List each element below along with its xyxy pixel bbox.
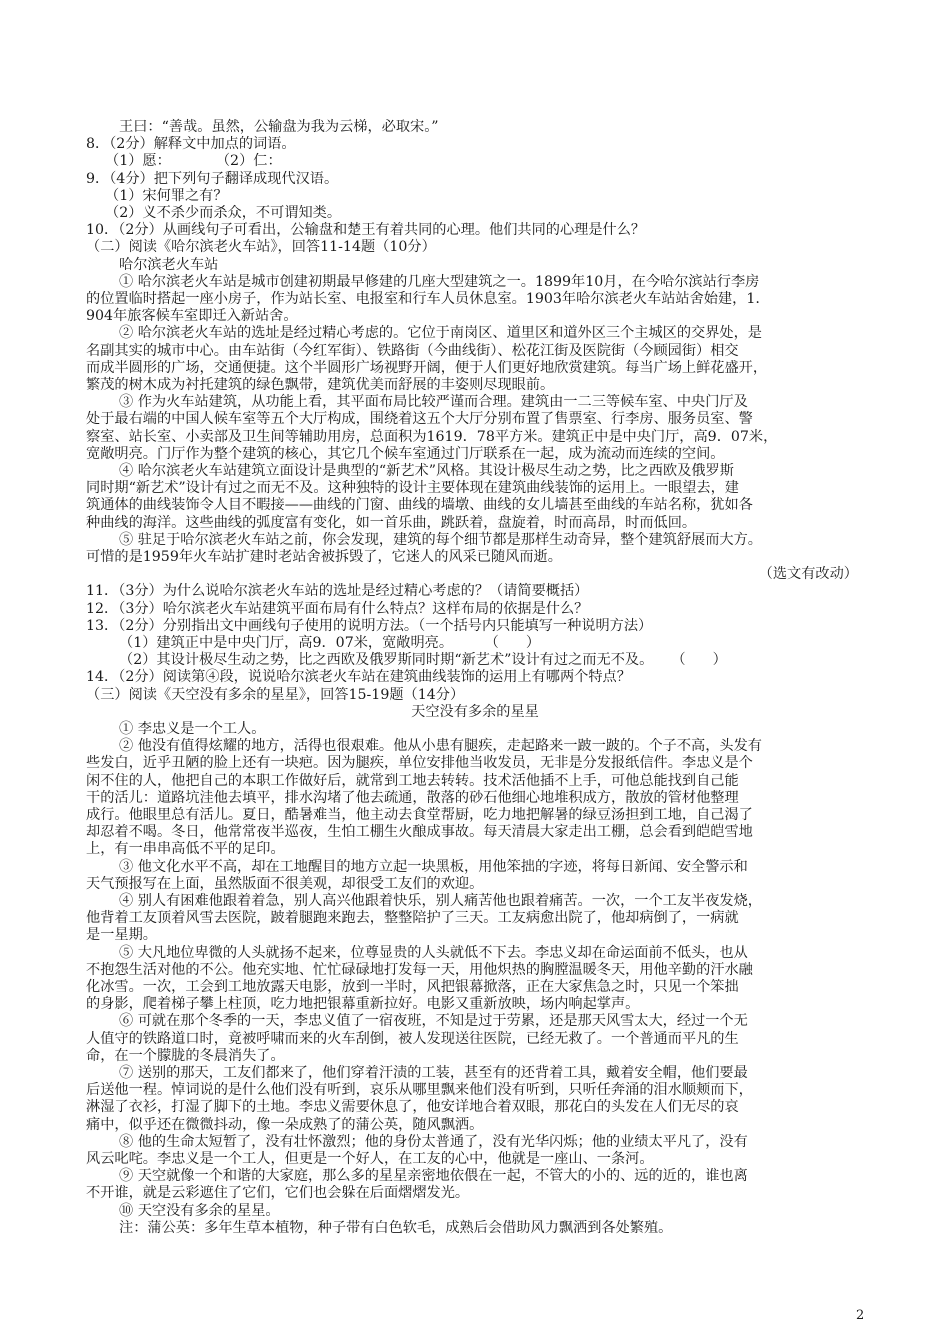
text-line: （2）义不杀少而杀众，不可谓知类。 (105, 205, 342, 221)
text-line: 化冰雪。一次，工会到工地放露天电影，放到一半时，风把银幕掀落，正在大家焦急之时，只见一个笨拙 (86, 979, 739, 995)
text-line: 12．（3分）哈尔滨老火车站建筑平面布局有什么特点？这样布局的依据是什么？ (86, 600, 589, 617)
text-line: 后送他一程。悼词说的是什么他们没有听到，哀乐从哪里飘来他们没有听到，只听任奔涌的泪水顺颊而下， (86, 1082, 753, 1099)
text-line: 人值守的铁路道口时，竟被呼啸而来的火车刮倒，被人发现送往医院，已经无救了。一个普通而平凡的生 (86, 1030, 739, 1047)
text-line: ④ 哈尔滨老火车站建筑立面设计是典型的“新艺术”风格。其设计极尽生动之势，比之西欧及俄罗斯 (119, 463, 734, 479)
text-line: （1）愿： （2）仁： (105, 153, 282, 170)
text-line: 是一星期。 (86, 927, 157, 944)
text-line: ⑧ 他的生命太短暂了，没有壮怀激烈；他的身份太普通了，没有光华闪烁；他的业绩太平凡了，没有 (119, 1133, 748, 1150)
text-line: ② 他没有值得炫耀的地方，活得也很艰难。他从小患有腿疾，走起路来一跛一跛的。个子不高，头发有 (119, 738, 762, 755)
text-line: 察室、站长室、小卖部及卫生间等辅助用房，总面积为1619．78平方米。建筑正中是中央门厅，高9．07米， (86, 428, 778, 445)
text-line: 不抱怨生活对他的不公。他充实地、忙忙碌碌地打发每一天，用他炽热的胸膛温暖冬天，用他辛勤的汗水融 (86, 961, 753, 978)
text-line: 些发白，近乎丑陋的脸上还有一块疤。因为腿疾，单位安排他当收发员，无非是分发报纸信件。李忠义是个 (86, 755, 753, 772)
text-line: ⑤ 驻足于哈尔滨老火车站之前，你会发现，建筑的每个细节都是那样生动奇异，整个建筑舒展而大方。 (119, 531, 762, 548)
text-line: ⑤ 大凡地位卑微的人头就扬不起来，位尊显贵的人头就低不下去。李忠义却在命运面前不低头，也从 (119, 944, 748, 961)
text-line: 命，在一个朦胧的冬晨消失了。 (86, 1047, 285, 1064)
text-line: 不开谁，就是云彩遮住了它们，它们也会躲在后面熠熠发光。 (86, 1185, 470, 1202)
text-line: 痛中，似乎还在微微抖动，像一朵成熟了的蒲公英，随风飘洒。 (86, 1116, 484, 1133)
text-line: 种曲线的海洋。这些曲线的弧度富有变化，如一首乐曲，跳跃着，盘旋着，时而高昂，时而低回。 (86, 514, 697, 531)
text-line: 成行。他眼里总有活儿。夏日，酷暑难当，他主动去食堂帮厨，吃力地把解暑的绿豆汤担到工地，自己渴了 (86, 807, 753, 823)
text-line: ① 李忠义是一个工人。 (119, 721, 266, 737)
text-line: 904年旅客候车室即迁入新站舍。 (86, 308, 298, 325)
text-line: ⑦ 送别的那天，工友们都来了，他们穿着汗渍的工装，甚至有的还背着工具，戴着安全帽，他们要最 (119, 1065, 748, 1081)
text-line: 他背着工友顶着风雪去医院，跛着腿跑来跑去，整整陪护了三天。工友病愈出院了，他却病倒了，一病就 (86, 910, 739, 927)
text-line: 宽敞明亮。门厅作为整个建筑的核心，其它几个候车室通过门厅联系在一起，成为流动而连续的空间。 (86, 445, 725, 462)
text-line: （三）阅读《天空没有多余的星星》，回答15-19题（14分） (86, 686, 465, 703)
text-line: 却忍着不喝。冬日，他常常夜半巡夜，生怕工棚生火酿成事故。每天清晨大家走出工棚，总会看到皑皑雪地 (86, 824, 753, 841)
text-line: 干的活儿：道路坑洼他去填平，排水沟堵了他去疏通，散落的砂石他细心地堆积成方，散放的管材他整理 (86, 789, 739, 806)
text-line: 10．（2分）从画线句子可看出，公输盘和楚王有着共同的心理。他们共同的心理是什么？ (86, 222, 646, 239)
text-line: 天气预报写在上面，虽然版面不很美观，却很受工友们的欢迎。 (86, 875, 484, 892)
text-line: 8．（2分）解释文中加点的词语。 (86, 136, 296, 153)
text-line: 风云叱咤。李忠义是一个工人，但更是一个好人，在工友的心中，他就是一座山、一条河。 (86, 1151, 654, 1167)
text-line: 名副其实的城市中心。由车站街（今红军街）、铁路街（今曲线街）、松花江街及医院街（今顾园街）相交 (86, 342, 739, 359)
text-line: ⑩ 天空没有多余的星星。 (119, 1202, 280, 1219)
text-line: ⑥ 可就在那个冬季的一天，李忠义值了一宿夜班，不知是过于劳累，还是那天风雪太大，经过一个无 (119, 1013, 748, 1030)
text-line: 14．（2分）阅读第④段，说说哈尔滨老火车站在建筑曲线装饰的运用上有哪两个特点？ (86, 669, 631, 686)
text-line: 11．（3分）为什么说哈尔滨老火车站的选址是经过精心考虑的？（请简要概括） (86, 583, 589, 600)
text-line: （2）其设计极尽生动之势，比之西欧及俄罗斯同时期“新艺术”设计有过之而无不及。 （ ） (119, 652, 727, 669)
text-line: 天空没有多余的星星 (411, 703, 539, 720)
text-line: （选文有改动） (758, 566, 858, 583)
text-line: （二）阅读《哈尔滨老火车站》，回答11-14题（10分） (86, 239, 436, 256)
text-line: 的身影，爬着梯子攀上柱顶，吃力地把银幕重新拉好。电影又重新放映，场内响起掌声。 (86, 996, 640, 1013)
text-line: 筑通体的曲线装饰令人目不暇接——曲线的门窗、曲线的墙墩、曲线的女儿墙甚至曲线的车站名称，犹如各 (86, 497, 753, 514)
text-line: 注：蒲公英：多年生草本植物，种子带有白色软毛，成熟后会借助风力飘洒到各处繁殖。 (119, 1219, 673, 1236)
text-line: 哈尔滨老火车站 (119, 256, 219, 273)
text-line: 繁茂的树木成为衬托建筑的绿色飘带，建筑优美而舒展的丰姿则尽现眼前。 (86, 377, 555, 393)
text-line: ⑨ 天空就像一个和谐的大家庭，那么多的星星亲密地依偎在一起，不管大的小的、远的近的，谁也离 (119, 1168, 748, 1185)
text-line: 王曰：“善哉。虽然，公输盘为我为云梯，必取宋。” (119, 119, 439, 135)
text-line: 13．（2分）分别指出文中画线句子使用的说明方法。（一个括号内只能填写一种说明方法） (86, 617, 653, 634)
text-line: ③ 作为火车站建筑，从功能上看，其平面布局比较严谨而合理。建筑由一二三等候车室、中央门厅及 (119, 394, 748, 411)
text-line: 而成半圆形的广场，交通便捷。这个半圆形广场视野开阔，便于人们更好地欣赏建筑。每当广场上鲜花盛开， (86, 359, 768, 376)
text-line: ① 哈尔滨老火车站是城市创建初期最早修建的几座大型建筑之一。1899年10月，在今哈尔滨站行李房 (119, 273, 760, 290)
text-line: 同时期“新艺术”设计有过之而无不及。这种独特的设计主要体现在建筑曲线装饰的运用上。一眼望去，建 (86, 480, 739, 497)
text-line: 上，有一串串高低不平的足印。 (86, 841, 285, 858)
text-line: （1）宋何罪之有？ (105, 187, 228, 204)
text-line: ④ 别人有困难他跟着着急，别人高兴他跟着快乐，别人痛苦他也跟着痛苦。一次，一个工友半夜发烧， (119, 893, 762, 909)
text-line: （1）建筑正中是中央门厅，高9．07米，宽敞明亮。 （ ） (119, 635, 541, 651)
text-line: 可惜的是1959年火车站扩建时老站舍被拆毁了，它迷人的风采已随风而逝。 (86, 549, 562, 565)
text-line: ③ 他文化水平不高，却在工地醒目的地方立起一块黑板，用他笨拙的字迹，将每日新闻、安全警示和 (119, 858, 748, 875)
text-line: 的位置临时搭起一座小房子，作为站长室、电报室和行车人员休息室。1903年哈尔滨老火车站站舍始建，1. (86, 291, 760, 307)
text-line: 闲不住的人，他把自己的本职工作做好后，就常到工地去转转。技术活他插不上手，可他总能找到自己能 (86, 772, 739, 789)
text-line: 处于最右端的中国人候车室等五个大厅构成，围绕着这五个大厅分别布置了售票室、行李房、服务员室、警 (86, 411, 753, 428)
text-line: 淋湿了衣衫，打湿了脚下的土地。李忠义需要休息了，他安详地合着双眼，那花白的头发在人们无尽的哀 (86, 1099, 739, 1116)
text-line: ② 哈尔滨老火车站的选址是经过精心考虑的。它位于南岗区、道里区和道外区三个主城区的交界处，是 (119, 325, 762, 342)
page-number: 2 (856, 1308, 865, 1323)
text-line: 9．（4分）把下列句子翻译成现代汉语。 (86, 170, 339, 187)
